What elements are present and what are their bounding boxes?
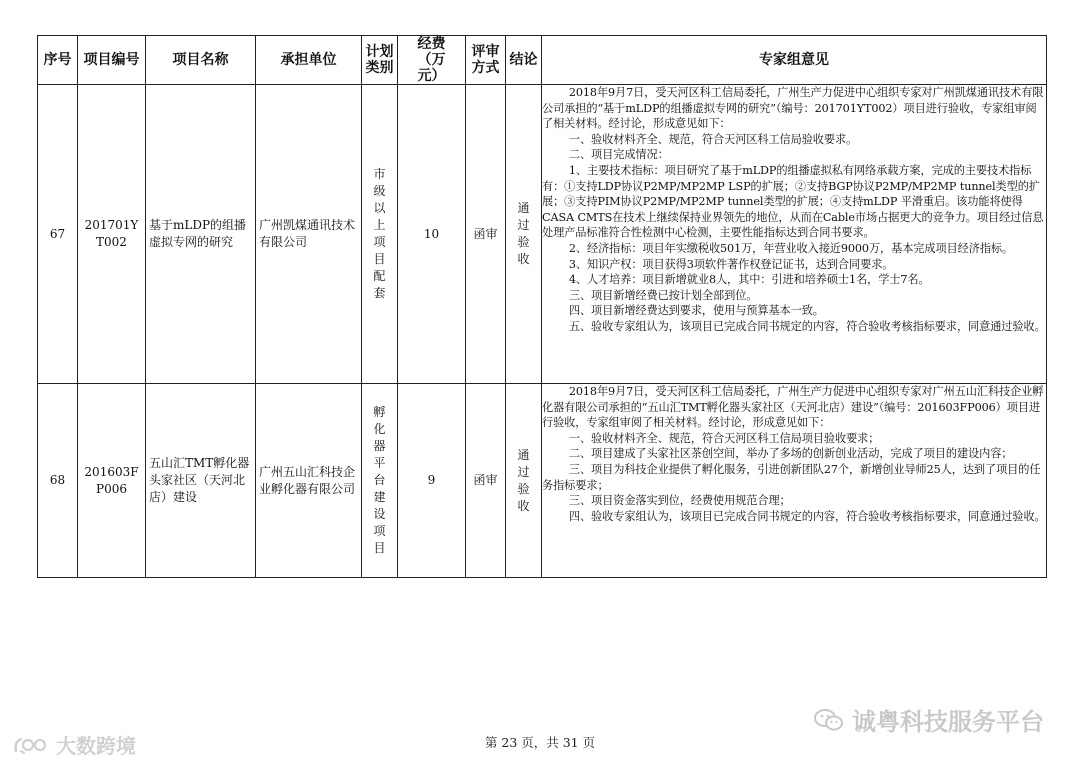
opinion-paragraph: 3、知识产权：项目获得3项软件著作权登记证书，达到合同要求。 (568, 257, 894, 271)
cell-seq: 67 (38, 85, 78, 384)
acceptance-table (37, 35, 1047, 578)
header-funding: 经费（万元） (398, 36, 466, 85)
page-number: 第 23 页，共 31 页 (484, 735, 596, 750)
cell-opinion (542, 85, 1047, 384)
opinion-paragraph: 三、项目新增经费已按计划全部到位。 (568, 288, 758, 302)
header-name: 项目名称 (146, 36, 256, 85)
header-opinion: 专家组意见 (542, 36, 1047, 85)
cell-conclusion (506, 384, 542, 578)
cell-review: 函审 (466, 85, 506, 384)
opinion-paragraph: 二、项目建成了头家社区茶创空间，举办了多场的创新创业活动，完成了项目的建设内容； (568, 447, 1013, 461)
opinion-paragraph: 2018年9月7日，受天河区科工信局委托，广州生产力促进中心组织专家对广州五山汇科技企业孵化器有限公司承担的“五山汇TMT孵化器头家社区（天河北店）建设”（编号：201603FP006）项目进行验收，专家组审阅了相关材料。经讨论，形成意见如下： (542, 385, 1044, 430)
cell-plan-type-text: 孵化器平台建设项目 (373, 405, 386, 555)
opinion-paragraph: 三、项目资金落实到位，经费使用规范合理； (568, 494, 791, 508)
opinion-paragraph: 四、验收专家组认为，该项目已完成合同书规定的内容，符合验收考核指标要求，同意通过验收。 (568, 509, 1046, 523)
header-review: 评审方式 (466, 36, 506, 85)
watermark-left-text: 大数跨境 (56, 734, 136, 758)
table-row (38, 384, 1047, 578)
table-row (38, 85, 1047, 384)
header-code: 项目编号 (78, 36, 146, 85)
cell-conclusion-text: 通过验收 (517, 201, 530, 266)
cell-unit: 广州五山汇科技企业孵化器有限公司 (256, 384, 362, 578)
watermark-right (814, 702, 1044, 737)
cell-code: 201603FP006 (78, 384, 146, 578)
cell-funding: 10 (398, 85, 466, 384)
header-conclusion: 结论 (506, 36, 542, 85)
opinion-paragraph: 五、验收专家组认为，该项目已完成合同书规定的内容，符合验收考核指标要求，同意通过验收。 (568, 319, 1046, 333)
cell-code: 201701YT002 (78, 85, 146, 384)
opinion-paragraph: 三、项目为科技企业提供了孵化服务，引进创新团队27个，新增创业导师25人，达到了项目的任务指标要求； (542, 462, 1041, 492)
cell-name: 基于mLDP的组播虚拟专网的研究 (146, 85, 256, 384)
opinion-paragraph: 一、验收材料齐全、规范，符合天河区科工信局验收要求。 (568, 132, 858, 146)
cell-opinion (542, 384, 1047, 578)
opinion-paragraph: 2018年9月7日，受天河区科工信局委托，广州生产力促进中心组织专家对广州凯煤通讯技术有限公司承担的“基于mLDP的组播虚拟专网的研究”（编号：201701YT002）项目进行验收，专家组审阅了相关材料。经讨论，形成意见如下： (542, 86, 1044, 131)
opinion-paragraph: 一、验收材料齐全、规范，符合天河区科工信局项目验收要求； (568, 431, 880, 445)
cell-name: 五山汇TMT孵化器头家社区（天河北店）建设 (146, 384, 256, 578)
header-row (38, 36, 1047, 85)
opinion-paragraph: 4、人才培养：项目新增就业8人，其中：引进和培养硕士1名，学士7名。 (568, 273, 930, 287)
opinion-paragraph: 二、项目完成情况： (568, 148, 669, 162)
cell-review: 函审 (466, 384, 506, 578)
opinion-paragraph: 四、项目新增经费达到要求，使用与预算基本一致。 (568, 304, 824, 318)
cell-plan-type (362, 85, 398, 384)
watermark-right-text: 诚粤科技服务平台 (852, 708, 1044, 736)
cell-seq: 68 (38, 384, 78, 578)
header-unit: 承担单位 (256, 36, 362, 85)
cell-conclusion-text: 通过验收 (517, 447, 530, 513)
wechat-icon (814, 708, 844, 732)
opinion-paragraph: 2、经济指标：项目年实缴税收501万，年营业收入接近9000万，基本完成项目经济指标。 (568, 241, 1014, 255)
cell-plan-type (362, 384, 398, 578)
cell-funding: 9 (398, 384, 466, 578)
cell-unit: 广州凯煤通讯技术有限公司 (256, 85, 362, 384)
cell-conclusion (506, 85, 542, 384)
cell-plan-type-text: 市级以上项目配套 (373, 167, 386, 300)
opinion-paragraph: 1、主要技术指标：项目研究了基于mLDP的组播虚拟私有网络承载方案，完成的主要技术指标有：①支持LDP协议P2MP/MP2MP LSP的扩展；②支持BGP协议P2MP/MP2MP tunnel类型的扩展；③支持PIM协议P2MP/MP2MP tunnel类型的扩展；④支持mLDP 平滑重启。该功能将使得CASA CMTS在技术上继续保持业界领先的地位，从而在Cable市场占据更大的竞争力。项目经过信息处理产品标准符合性检测中心检测，主要性能指标达到合同书要求。 (542, 163, 1044, 240)
header-seq: 序号 (38, 36, 78, 85)
header-plan-type: 计划类别 (362, 36, 398, 85)
